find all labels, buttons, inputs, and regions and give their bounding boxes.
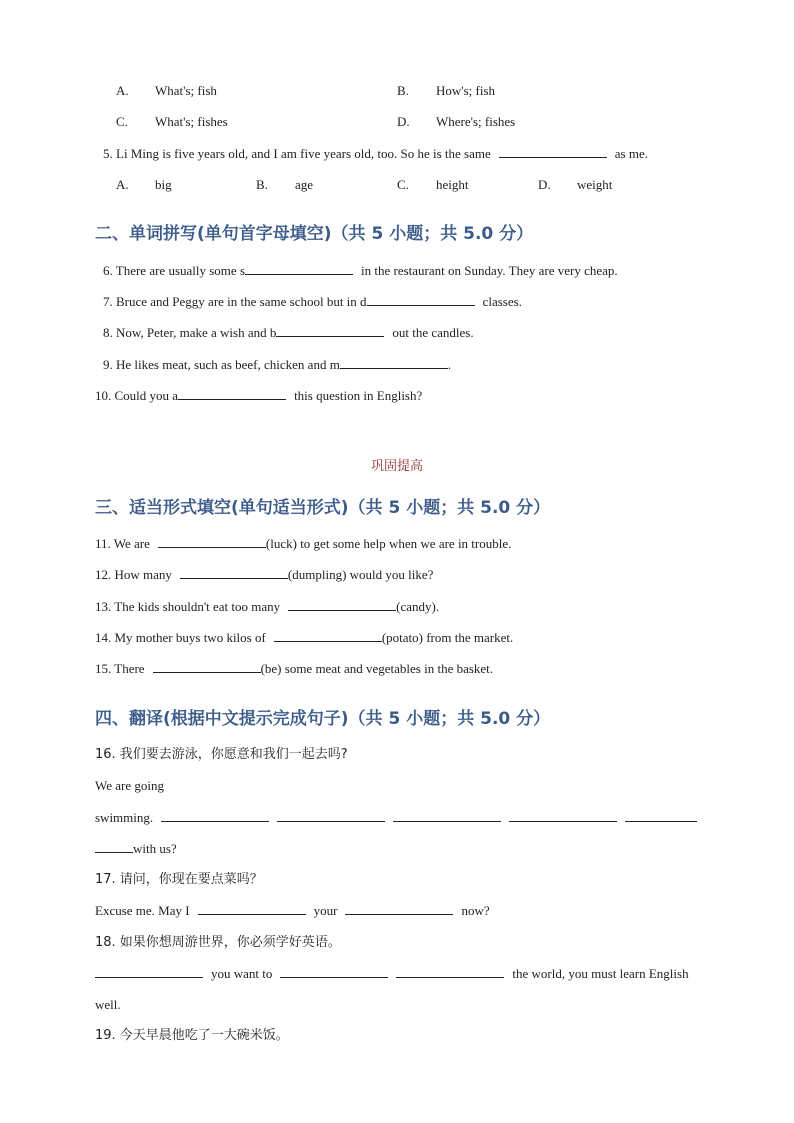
q17-chinese-prompt: 17. 请问，你现在要点菜吗？	[95, 872, 263, 887]
answer-blank[interactable]	[153, 660, 261, 673]
question-10	[95, 387, 422, 405]
q18-answer-line	[95, 965, 689, 983]
section-2-title: 二、单词拼写(单句首字母填空)（共 5 小题；共 5.0 分）	[95, 224, 534, 244]
q14-text-end: (potato) from the market.	[381, 630, 514, 645]
answer-blank[interactable]	[288, 598, 396, 611]
question-6	[103, 262, 618, 280]
question-8	[103, 324, 474, 342]
q10-text: 10. Could you a	[95, 388, 179, 403]
question-7	[103, 293, 522, 311]
answer-blank[interactable]	[180, 566, 288, 579]
q16-line-3	[95, 840, 177, 858]
q9-text: 9. He likes meat, such as beef, chicken and m	[103, 357, 340, 372]
answer-blank[interactable]	[198, 902, 306, 915]
q14-text: 14. My mother buys two kilos of	[95, 630, 266, 645]
q19-chinese-prompt: 19. 今天早晨他吃了一大碗米饭。	[95, 1028, 289, 1043]
q12-text-end: (dumpling) would you like?	[287, 567, 434, 582]
question-13	[95, 598, 439, 616]
answer-blank[interactable]	[340, 356, 448, 369]
answer-blank[interactable]	[274, 629, 382, 642]
q5-option-a-letter: A.	[116, 177, 129, 192]
q6-text-end: in the restaurant on Sunday. They are very cheap.	[361, 263, 618, 278]
q18-text-mid: you want to	[211, 966, 273, 981]
q5-option-b-letter: B.	[256, 177, 268, 192]
q11-text: 11. We are	[95, 536, 150, 551]
answer-blank[interactable]	[625, 809, 697, 822]
q4-option-b-letter: B.	[397, 83, 409, 98]
q7-text-end: classes.	[482, 294, 522, 309]
q4-option-c-text: What's; fishes	[155, 114, 228, 129]
q13-text: 13. The kids shouldn't eat too many	[95, 599, 281, 614]
question-5	[103, 145, 648, 163]
consolidate-label: 巩固提高	[370, 459, 423, 474]
q15-text-end: (be) some meat and vegetables in the basket.	[260, 661, 494, 676]
q16-line-2	[95, 809, 697, 827]
q4-option-a-letter: A.	[116, 83, 129, 98]
question-11	[95, 535, 511, 553]
answer-blank[interactable]	[161, 809, 269, 822]
q18-line-2: well.	[95, 997, 121, 1012]
answer-blank[interactable]	[345, 902, 453, 915]
q9-text-end: .	[447, 357, 452, 372]
answer-blank[interactable]	[393, 809, 501, 822]
section-3-title: 三、适当形式填空(单句适当形式)（共 5 小题；共 5.0 分）	[95, 498, 551, 518]
answer-blank[interactable]	[276, 324, 384, 337]
q5-option-d-text: weight	[577, 177, 613, 192]
answer-blank[interactable]	[95, 965, 203, 978]
q16-line-2-text: swimming.	[95, 810, 154, 825]
answer-blank[interactable]	[280, 965, 388, 978]
q17-answer-line	[95, 902, 490, 920]
q15-text: 15. There	[95, 661, 145, 676]
q7-text: 7. Bruce and Peggy are in the same school but in d	[103, 294, 367, 309]
q4-option-d-text: Where's; fishes	[436, 114, 516, 129]
q8-text: 8. Now, Peter, make a wish and b	[103, 325, 277, 340]
q16-line-3-text: with us?	[133, 841, 177, 856]
q5-option-a-text: big	[155, 177, 172, 192]
q5-option-c-letter: C.	[397, 177, 409, 192]
q4-option-b-text: How's; fish	[436, 83, 496, 98]
q17-text-mid: your	[313, 903, 338, 918]
q5-stem-end: as me.	[614, 146, 648, 161]
q10-text-end: this question in English?	[294, 388, 423, 403]
q4-option-c-letter: C.	[116, 114, 128, 129]
answer-blank[interactable]	[277, 809, 385, 822]
answer-blank[interactable]	[158, 535, 266, 548]
q5-stem: 5. Li Ming is five years old, and I am five years old, too. So he is the same	[103, 146, 491, 161]
section-4-title: 四、翻译(根据中文提示完成句子)（共 5 小题；共 5.0 分）	[95, 709, 551, 729]
question-15	[95, 660, 493, 678]
q4-option-a-text: What's; fish	[155, 83, 217, 98]
answer-blank[interactable]	[178, 387, 286, 400]
answer-blank[interactable]	[499, 145, 607, 158]
answer-blank[interactable]	[95, 840, 133, 853]
answer-blank[interactable]	[245, 262, 353, 275]
q17-text-end: now?	[461, 903, 490, 918]
question-14	[95, 629, 513, 647]
q11-text-end: (luck) to get some help when we are in trouble.	[265, 536, 512, 551]
q5-option-d-letter: D.	[538, 177, 551, 192]
q13-text-end: (candy).	[396, 599, 440, 614]
answer-blank[interactable]	[367, 293, 475, 306]
q16-line-1: We are going	[95, 778, 164, 793]
answer-blank[interactable]	[396, 965, 504, 978]
q4-option-d-letter: D.	[397, 114, 410, 129]
q17-text: Excuse me. May I	[95, 903, 190, 918]
q18-text-end: the world, you must learn English	[512, 966, 689, 981]
question-9	[103, 356, 451, 374]
q12-text: 12. How many	[95, 567, 172, 582]
q5-option-c-text: height	[436, 177, 469, 192]
q8-text-end: out the candles.	[392, 325, 474, 340]
q5-option-b-text: age	[295, 177, 314, 192]
q6-text: 6. There are usually some s	[103, 263, 245, 278]
answer-blank[interactable]	[509, 809, 617, 822]
question-12	[95, 566, 433, 584]
q18-chinese-prompt: 18. 如果你想周游世界，你必须学好英语。	[95, 935, 341, 950]
q16-chinese-prompt: 16. 我们要去游泳，你愿意和我们一起去吗?	[95, 747, 348, 762]
